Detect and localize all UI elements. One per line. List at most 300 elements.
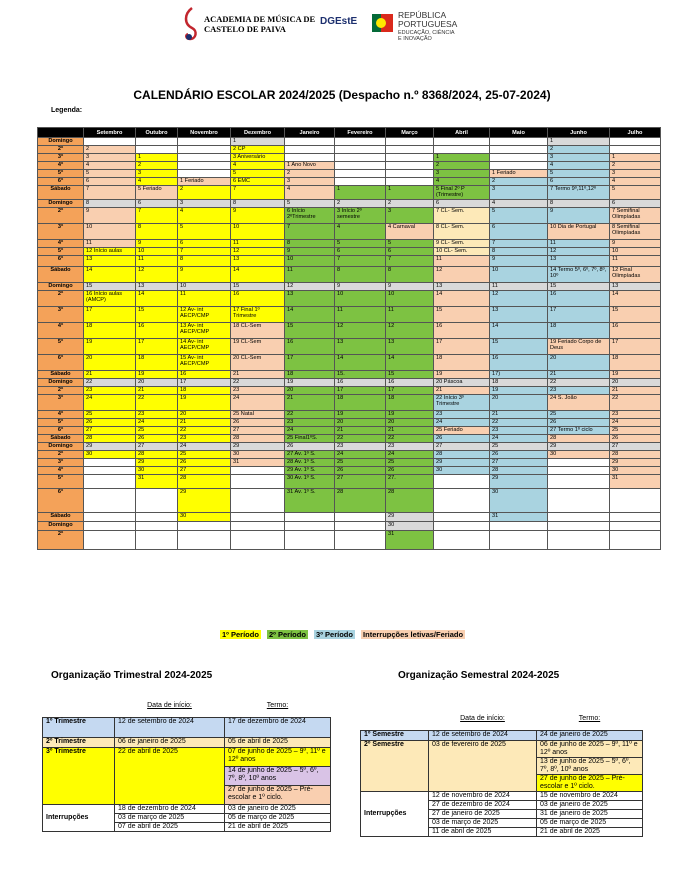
day-cell: 13 [610, 283, 661, 291]
weekday-label: Sábado [38, 267, 84, 283]
day-cell: 20 [610, 379, 661, 387]
day-cell [178, 162, 231, 170]
day-cell: 21 [285, 395, 335, 411]
end-date: 31 de janeiro de 2025 [537, 809, 643, 818]
calendar-row [38, 178, 661, 186]
calendar-row [38, 256, 661, 267]
weekday-label: 3ª [38, 459, 84, 467]
rep-line4: E INOVAÇÃO [398, 36, 432, 42]
weekday-label: 3ª [38, 307, 84, 323]
col-start-header: Data de início: [460, 715, 505, 723]
calendar-row [38, 435, 661, 443]
academy-name [204, 14, 315, 34]
day-cell: 17 Final 1º Trimestre [231, 307, 285, 323]
day-cell: 1 Feriado [178, 178, 231, 186]
day-cell: 8 CL- Sem. [434, 224, 490, 240]
day-cell: 25 [84, 411, 136, 419]
day-cell: 25 [386, 459, 434, 467]
weekday-label: 2ª [38, 387, 84, 395]
day-cell: 19 [178, 395, 231, 411]
day-cell: 11 [548, 240, 610, 248]
day-cell: 18 CL-Sem [231, 323, 285, 339]
day-cell: 24 [84, 395, 136, 411]
day-cell: 4 [178, 208, 231, 224]
day-cell [178, 531, 231, 550]
day-cell: 9 [335, 283, 386, 291]
day-cell: 22 [548, 379, 610, 387]
day-cell: 26 [548, 419, 610, 427]
day-cell: 12 [231, 248, 285, 256]
start-date: 27 de janeiro de 2025 [429, 809, 537, 818]
end-date: 14 de junho de 2025 – 5º, 6º, 7º, 8º, 10º anos [225, 766, 331, 785]
start-date: 11 de abril de 2025 [429, 827, 537, 836]
day-cell [136, 489, 178, 513]
day-cell: 22 [84, 379, 136, 387]
day-cell: 9 [136, 240, 178, 248]
day-cell [548, 459, 610, 467]
day-cell: 9 [84, 208, 136, 224]
day-cell: 27 [434, 443, 490, 451]
day-cell: 16 [386, 379, 434, 387]
day-cell: 1 [136, 154, 178, 162]
day-cell: 24 [136, 419, 178, 427]
day-cell: 29 [178, 489, 231, 513]
day-cell: 23 [610, 411, 661, 419]
day-cell: 7 [136, 208, 178, 224]
calendar-row [38, 427, 661, 435]
day-cell [610, 513, 661, 522]
weekday-label: Domingo [38, 200, 84, 208]
day-cell [231, 531, 285, 550]
day-cell [335, 154, 386, 162]
day-cell: 11 [610, 256, 661, 267]
day-cell [84, 138, 136, 146]
day-cell [178, 522, 231, 531]
rep-line1: REPÚBLICA [398, 10, 447, 20]
semestre-1-row [361, 730, 643, 740]
day-cell: 14 [335, 355, 386, 371]
day-cell: 9 [231, 208, 285, 224]
day-cell [231, 522, 285, 531]
end-date: 21 de abril de 2025 [225, 822, 331, 831]
day-cell: 21 [490, 411, 548, 419]
day-cell [136, 138, 178, 146]
trimestre-label: 1º Trimestre [43, 717, 115, 737]
day-cell: 27 Termo 1º ciclo [548, 427, 610, 435]
period-legend [220, 630, 469, 639]
day-cell: 17) [490, 371, 548, 379]
day-cell: 5 [178, 224, 231, 240]
day-cell [548, 522, 610, 531]
day-cell: 22 [335, 435, 386, 443]
day-cell: 10 [231, 224, 285, 240]
legend-label: Legenda: [51, 107, 83, 114]
day-cell: 4 [285, 186, 335, 200]
weekday-label: Domingo [38, 379, 84, 387]
end-date: 15 de novembro de 2024 [537, 791, 643, 800]
day-cell: 19 [610, 371, 661, 379]
day-cell: 3 [490, 186, 548, 200]
day-cell: 9 [285, 248, 335, 256]
day-cell: 13 [386, 339, 434, 355]
dgeste-logo: DGEstE [320, 16, 358, 27]
day-cell: 5 [335, 240, 386, 248]
weekday-label: 5ª [38, 419, 84, 427]
day-cell: 11 [178, 291, 231, 307]
end-date: 05 de março de 2025 [225, 813, 331, 822]
start-date: 22 de abril de 2025 [115, 747, 225, 804]
day-cell: 14 [434, 291, 490, 307]
day-cell: 16 [136, 323, 178, 339]
day-cell [434, 513, 490, 522]
day-cell: 26 [178, 459, 231, 467]
end-date: 03 de janeiro de 2025 [537, 800, 643, 809]
day-cell: 15 [490, 339, 548, 355]
day-cell: 27 [610, 443, 661, 451]
day-cell: 27 [231, 427, 285, 435]
calendar-row [38, 475, 661, 489]
month-header: Julho [610, 128, 661, 138]
day-cell: 8 [335, 267, 386, 283]
calendar-row [38, 467, 661, 475]
day-cell: 8 Semifinal Olimpíadas [610, 224, 661, 240]
day-cell: 26 [285, 443, 335, 451]
weekday-label: 4ª [38, 323, 84, 339]
day-cell: 3 [610, 170, 661, 178]
day-cell [285, 531, 335, 550]
day-cell [231, 467, 285, 475]
day-cell [84, 475, 136, 489]
day-cell: 7 [178, 248, 231, 256]
day-cell: 28 [178, 475, 231, 489]
day-cell [548, 513, 610, 522]
weekday-label: Sábado [38, 186, 84, 200]
day-cell: 13 [548, 256, 610, 267]
day-cell: 17 [386, 387, 434, 395]
day-cell: 9 [386, 283, 434, 291]
day-cell: 15 [610, 307, 661, 323]
day-cell: 30 [490, 489, 548, 513]
start-date: 03 de fevereiro de 2025 [429, 740, 537, 791]
calendar-row [38, 267, 661, 283]
trimestre-2-row [43, 737, 331, 747]
day-cell: 2 [548, 146, 610, 154]
day-cell: 1 [610, 154, 661, 162]
weekday-label: 4ª [38, 467, 84, 475]
trimestre-1-row [43, 717, 331, 737]
day-cell: 26 [386, 467, 434, 475]
day-cell: 10 [490, 267, 548, 283]
day-cell: 7 Semifinal Olimpíadas [610, 208, 661, 224]
day-cell: 17 [548, 307, 610, 323]
day-cell: 6 [136, 200, 178, 208]
day-cell: 14 [231, 267, 285, 283]
semestre-label: 1º Semestre [361, 730, 429, 740]
day-cell: 30 [84, 451, 136, 459]
day-cell: 22 [136, 395, 178, 411]
day-cell: 1 [231, 138, 285, 146]
day-cell: 15 [136, 307, 178, 323]
day-cell: 12 Av- int AECP/CMP [178, 307, 231, 323]
calendar-row [38, 240, 661, 248]
day-cell: 16 [285, 339, 335, 355]
day-cell: 28 [490, 467, 548, 475]
day-cell: 13 [231, 256, 285, 267]
day-cell: 17 [335, 387, 386, 395]
weekday-label: 6ª [38, 355, 84, 371]
calendar-row [38, 307, 661, 323]
legend-interruptions: Interrupções letivas/Feriado [363, 630, 464, 639]
day-cell: 9 [178, 267, 231, 283]
calendar-row [38, 200, 661, 208]
day-cell: 10 CL- Sem. [434, 248, 490, 256]
day-cell: 15 [231, 283, 285, 291]
day-cell: 29 [434, 459, 490, 467]
day-cell: 18 [434, 355, 490, 371]
calendar-row [38, 248, 661, 256]
calendar-row [38, 387, 661, 395]
month-header: Dezembro [231, 128, 285, 138]
day-cell: 16 [490, 355, 548, 371]
day-cell: 2 [285, 170, 335, 178]
day-cell: 9 [490, 256, 548, 267]
day-cell: 24 [335, 451, 386, 459]
day-cell: 5 [84, 170, 136, 178]
day-cell: 15 Av- int AECP/CMP [178, 355, 231, 371]
day-cell: 2 [490, 178, 548, 186]
day-cell [285, 146, 335, 154]
calendar-row [38, 531, 661, 550]
day-cell: 18 [84, 323, 136, 339]
calendar-row [38, 379, 661, 387]
col-start-header: Data de início: [147, 702, 192, 710]
weekday-label: Sábado [38, 371, 84, 379]
trimestre-3-row [43, 747, 331, 766]
calendar-row [38, 459, 661, 467]
day-cell: 26 [84, 419, 136, 427]
day-cell: 19 Feriado Corpo de Deus [548, 339, 610, 355]
day-cell: 2 [610, 162, 661, 170]
day-cell: 17 [610, 339, 661, 355]
day-cell: 20 [285, 387, 335, 395]
day-cell: 6 [548, 178, 610, 186]
day-cell: 29 Av. 1º S. [285, 467, 335, 475]
month-header: Junho [548, 128, 610, 138]
day-cell [84, 467, 136, 475]
day-cell [335, 178, 386, 186]
weekday-label: 3ª [38, 154, 84, 162]
day-cell: 13 Av- int AECP/CMP [178, 323, 231, 339]
day-cell: 23 [434, 411, 490, 419]
weekday-label: 5ª [38, 339, 84, 355]
end-date: 27 de junho de 2025 – Pré-escolar e 1º ciclo. [225, 785, 331, 804]
month-header: Novembro [178, 128, 231, 138]
day-cell: 21 [136, 387, 178, 395]
day-cell [434, 138, 490, 146]
col-end-header: Termo: [266, 702, 289, 710]
day-cell: 28 [386, 489, 434, 513]
calendar-row [38, 323, 661, 339]
day-cell: 23 [178, 435, 231, 443]
day-cell: 21 [548, 371, 610, 379]
day-cell: 5 Final 2º P (Trimestre) [434, 186, 490, 200]
day-cell: 14 [84, 267, 136, 283]
day-cell: 24 [386, 451, 434, 459]
day-cell: 23 [335, 443, 386, 451]
day-cell: 10 [178, 283, 231, 291]
day-cell: 1 [434, 154, 490, 162]
day-cell: 20 [84, 355, 136, 371]
rep-line2: PORTUGUESA [398, 19, 458, 29]
day-cell: 23 [136, 411, 178, 419]
day-cell: 12 [548, 248, 610, 256]
weekday-label: Domingo [38, 522, 84, 531]
day-cell [386, 146, 434, 154]
day-cell [178, 170, 231, 178]
day-cell: 20 [548, 355, 610, 371]
weekday-label: Domingo [38, 283, 84, 291]
day-cell: 8 [178, 256, 231, 267]
day-cell: 20 CL-Sem [231, 355, 285, 371]
day-cell: 8 [386, 267, 434, 283]
weekday-label: 4ª [38, 240, 84, 248]
calendar-row [38, 291, 661, 307]
weekday-label: 3ª [38, 395, 84, 411]
day-cell: 31 [610, 475, 661, 489]
day-cell: 16 [231, 291, 285, 307]
calendar-row [38, 162, 661, 170]
republic-text [398, 11, 457, 42]
end-date: 27 de junho de 2025 – Pré-escolar e 1º ciclo. [537, 774, 643, 791]
day-cell: 24 [490, 435, 548, 443]
day-cell: 24 [285, 427, 335, 435]
weekday-label: 2ª [38, 531, 84, 550]
start-date: 12 de novembro de 2024 [429, 791, 537, 800]
day-cell: 25 [610, 427, 661, 435]
day-cell: 22 [231, 379, 285, 387]
music-clef-icon [180, 6, 202, 44]
semestre-label: 2º Semestre [361, 740, 429, 791]
day-cell: 5 [285, 200, 335, 208]
day-cell [84, 513, 136, 522]
day-cell [434, 522, 490, 531]
start-date: 03 de março de 2025 [115, 813, 225, 822]
month-header: Setembro [84, 128, 136, 138]
calendar-row [38, 208, 661, 224]
day-cell: 18 [490, 379, 548, 387]
start-date: 12 de setembro de 2024 [429, 730, 537, 740]
day-cell: 2 [434, 162, 490, 170]
month-header: Janeiro [285, 128, 335, 138]
day-cell [490, 138, 548, 146]
weekday-label: 5ª [38, 475, 84, 489]
day-cell: 11 [285, 267, 335, 283]
day-cell: 12 [335, 323, 386, 339]
day-cell [178, 154, 231, 162]
day-cell: 27. [386, 475, 434, 489]
day-cell [335, 522, 386, 531]
day-cell: 28 [231, 435, 285, 443]
day-cell: 10 [386, 291, 434, 307]
day-cell [490, 522, 548, 531]
day-cell: 15 [84, 283, 136, 291]
day-cell: 7 Termo 9º,11º,12º [548, 186, 610, 200]
start-date: 07 de abril de 2025 [115, 822, 225, 831]
day-cell: 21 [386, 427, 434, 435]
day-cell: 7 [84, 186, 136, 200]
day-cell: 25 Feriado [434, 427, 490, 435]
day-cell: 12 Final Olimpíadas [610, 267, 661, 283]
day-cell [548, 475, 610, 489]
day-cell: 9 [548, 208, 610, 224]
legend-p1: 1º Período [222, 630, 259, 639]
semestral-header-row [361, 708, 643, 730]
day-cell: 24 [434, 419, 490, 427]
day-cell: 18 [548, 323, 610, 339]
day-cell: 11 [335, 307, 386, 323]
day-cell: 20 [490, 395, 548, 411]
weekday-label: Domingo [38, 443, 84, 451]
day-cell: 8 [490, 248, 548, 256]
day-cell: 21 [84, 371, 136, 379]
day-cell: 13 [434, 283, 490, 291]
day-cell: 11 [386, 307, 434, 323]
day-cell: 2 [136, 162, 178, 170]
calendar-row [38, 283, 661, 291]
day-cell: 23 [548, 387, 610, 395]
day-cell: 27 [136, 443, 178, 451]
calendar-row [38, 451, 661, 459]
calendar-body [38, 138, 661, 550]
month-header: Maio [490, 128, 548, 138]
calendar-row [38, 154, 661, 162]
day-cell: 22 Início 3º Trimestre [434, 395, 490, 411]
legend-p2: 2º Período [269, 630, 306, 639]
day-cell: 8 [84, 200, 136, 208]
day-cell: 28 [610, 451, 661, 459]
academy-line1: ACADEMIA DE MÚSICA DE [204, 14, 316, 24]
day-cell: 31 [136, 475, 178, 489]
calendar-row [38, 186, 661, 200]
day-cell [335, 138, 386, 146]
day-cell: 16 Início aulas (AMCP) [84, 291, 136, 307]
interruptions-label: Interrupções [43, 804, 115, 831]
day-cell: 12 [490, 291, 548, 307]
calendar-row [38, 146, 661, 154]
day-cell: 25 [548, 411, 610, 419]
weekday-label: Sábado [38, 513, 84, 522]
day-cell: 24 [610, 419, 661, 427]
day-cell: 6 EMC [231, 178, 285, 186]
day-cell: 10 [610, 248, 661, 256]
day-cell: 10 [136, 248, 178, 256]
day-cell: 28 [434, 451, 490, 459]
day-cell: 24 S. João [548, 395, 610, 411]
day-cell: 31 [231, 459, 285, 467]
day-cell [610, 138, 661, 146]
day-cell: 11 [490, 283, 548, 291]
day-cell: 7 CL- Sem. [434, 208, 490, 224]
day-cell: 14 [136, 291, 178, 307]
day-cell [335, 170, 386, 178]
day-cell: 8 [136, 224, 178, 240]
day-cell: 19 [434, 371, 490, 379]
weekday-label: 4ª [38, 162, 84, 170]
day-cell [136, 522, 178, 531]
day-cell [285, 513, 335, 522]
day-cell: 7 [490, 240, 548, 248]
day-cell: 13 [335, 339, 386, 355]
